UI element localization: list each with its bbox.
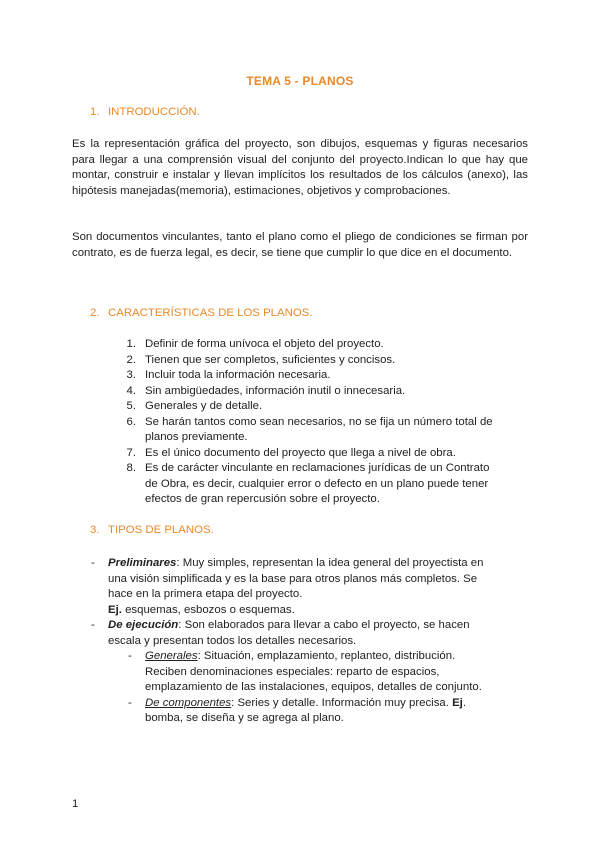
list-item: Es el único documento del proyecto que llega a nivel de obra. — [145, 446, 456, 459]
list-item: Incluir toda la información necesaria. — [145, 369, 331, 381]
example-label: Ej. — [108, 603, 122, 616]
page-title: TEMA 5 - PLANOS — [246, 74, 354, 88]
componentes-term: De componentes — [145, 696, 232, 709]
preliminares-line-3: hace en la primera etapa del proyecto. — [108, 588, 303, 600]
preliminares-example — [108, 604, 295, 616]
intro-paragraph-1 — [72, 137, 528, 199]
generales-line-2: Reciben denominaciones especiales: reparto de espacios, — [145, 665, 440, 678]
list-item: Es de carácter vinculante en reclamaciones jurídicas de un Contrato — [145, 462, 490, 474]
list-item-number: 7. — [126, 446, 136, 459]
list-item-number: 5. — [126, 400, 136, 412]
componentes-text-1-end: . — [462, 696, 467, 709]
generales-line-1 — [145, 650, 455, 662]
page-number: 1 — [72, 798, 79, 810]
intro-paragraph-2-text: Son documentos vinculantes, tanto el plano como el pliego de condiciones se firman por contrato, es de fuerza legal, es decir, se tiene que cumplir lo que dice en el documento. — [72, 231, 528, 259]
list-item: Sin ambigüedades, información inutil o innecesaria. — [145, 384, 406, 397]
componentes-line-2: bomba, se diseña y se agrega al plano. — [145, 712, 344, 724]
section-1-number: 1. — [90, 106, 100, 118]
ejecucion-term: De ejecución — [108, 619, 179, 631]
list-item: Generales y de detalle. — [145, 400, 263, 412]
example-label: Ej — [452, 696, 463, 709]
generales-term: Generales — [145, 650, 198, 662]
section-2-number: 2. — [90, 307, 100, 319]
intro-paragraph-2 — [72, 230, 528, 261]
ejecucion-line-2: escala y presentan todos los detalles necesarios. — [108, 634, 357, 647]
list-item: Definir de forma unívoca el objeto del proyecto. — [145, 338, 384, 350]
preliminares-text-1: : Muy simples, representan la idea general del proyectista en — [176, 557, 484, 569]
ejecucion-line-1 — [108, 619, 470, 631]
preliminares-line-2: una visión simplificada y es la base para otros planos más completos. Se — [108, 572, 478, 585]
list-item-number: 6. — [126, 415, 136, 428]
section-1-heading: INTRODUCCIÓN. — [108, 106, 200, 118]
preliminares-line-1 — [108, 557, 483, 569]
section-2-heading: CARACTERÍSTICAS DE LOS PLANOS. — [108, 307, 313, 319]
ejecucion-text-1: : Son elaborados para llevar a cabo el proyecto, se hacen — [178, 619, 470, 631]
list-item-number: 8. — [126, 462, 136, 474]
sub-bullet-dash: - — [128, 650, 132, 662]
list-item-continuation: planos previamente. — [145, 431, 248, 443]
section-3-number: 3. — [90, 524, 100, 536]
list-item-number: 4. — [126, 384, 136, 397]
list-item-continuation: efectos de gran repercusión sobre el proyecto. — [145, 493, 380, 505]
generales-line-3: emplazamiento de las instalaciones, equipos, detalles de conjunto. — [145, 681, 482, 693]
sub-bullet-dash: - — [128, 696, 132, 709]
list-item: Se harán tantos como sean necesarios, no se fija un número total de — [145, 415, 493, 428]
bullet-dash: - — [91, 619, 95, 631]
preliminares-example-text: esquemas, esbozos o esquemas. — [121, 603, 295, 616]
intro-paragraph-1-text: Es la representación gráfica del proyecto, son dibujos, esquemas y figuras necesarios para llegar a una comprensión visual del conjunto del proyecto.Indican lo que hay que montar, construir e instalar y llevan implícitos los resultados de los cálculos (anexo), las hipótesis manejadas(memoria), estimaciones, objetivos y comprobaciones. — [72, 138, 528, 197]
list-item-number: 3. — [126, 369, 136, 381]
section-3-heading: TIPOS DE PLANOS. — [108, 524, 214, 536]
list-item-continuation: de Obra, es decir, cualquier error o defecto en un plano puede tener — [145, 477, 489, 490]
list-item-number: 2. — [126, 353, 136, 366]
bullet-dash: - — [91, 557, 95, 569]
list-item-number: 1. — [126, 338, 136, 350]
componentes-line-1 — [145, 697, 466, 709]
generales-text-1: : Situación, emplazamiento, replanteo, distribución. — [197, 650, 456, 662]
list-item: Tienen que ser completos, suficientes y concisos. — [145, 353, 396, 366]
preliminares-term: Preliminares — [108, 557, 177, 569]
componentes-text-1: : Series y detalle. Información muy precisa. — [231, 696, 453, 709]
